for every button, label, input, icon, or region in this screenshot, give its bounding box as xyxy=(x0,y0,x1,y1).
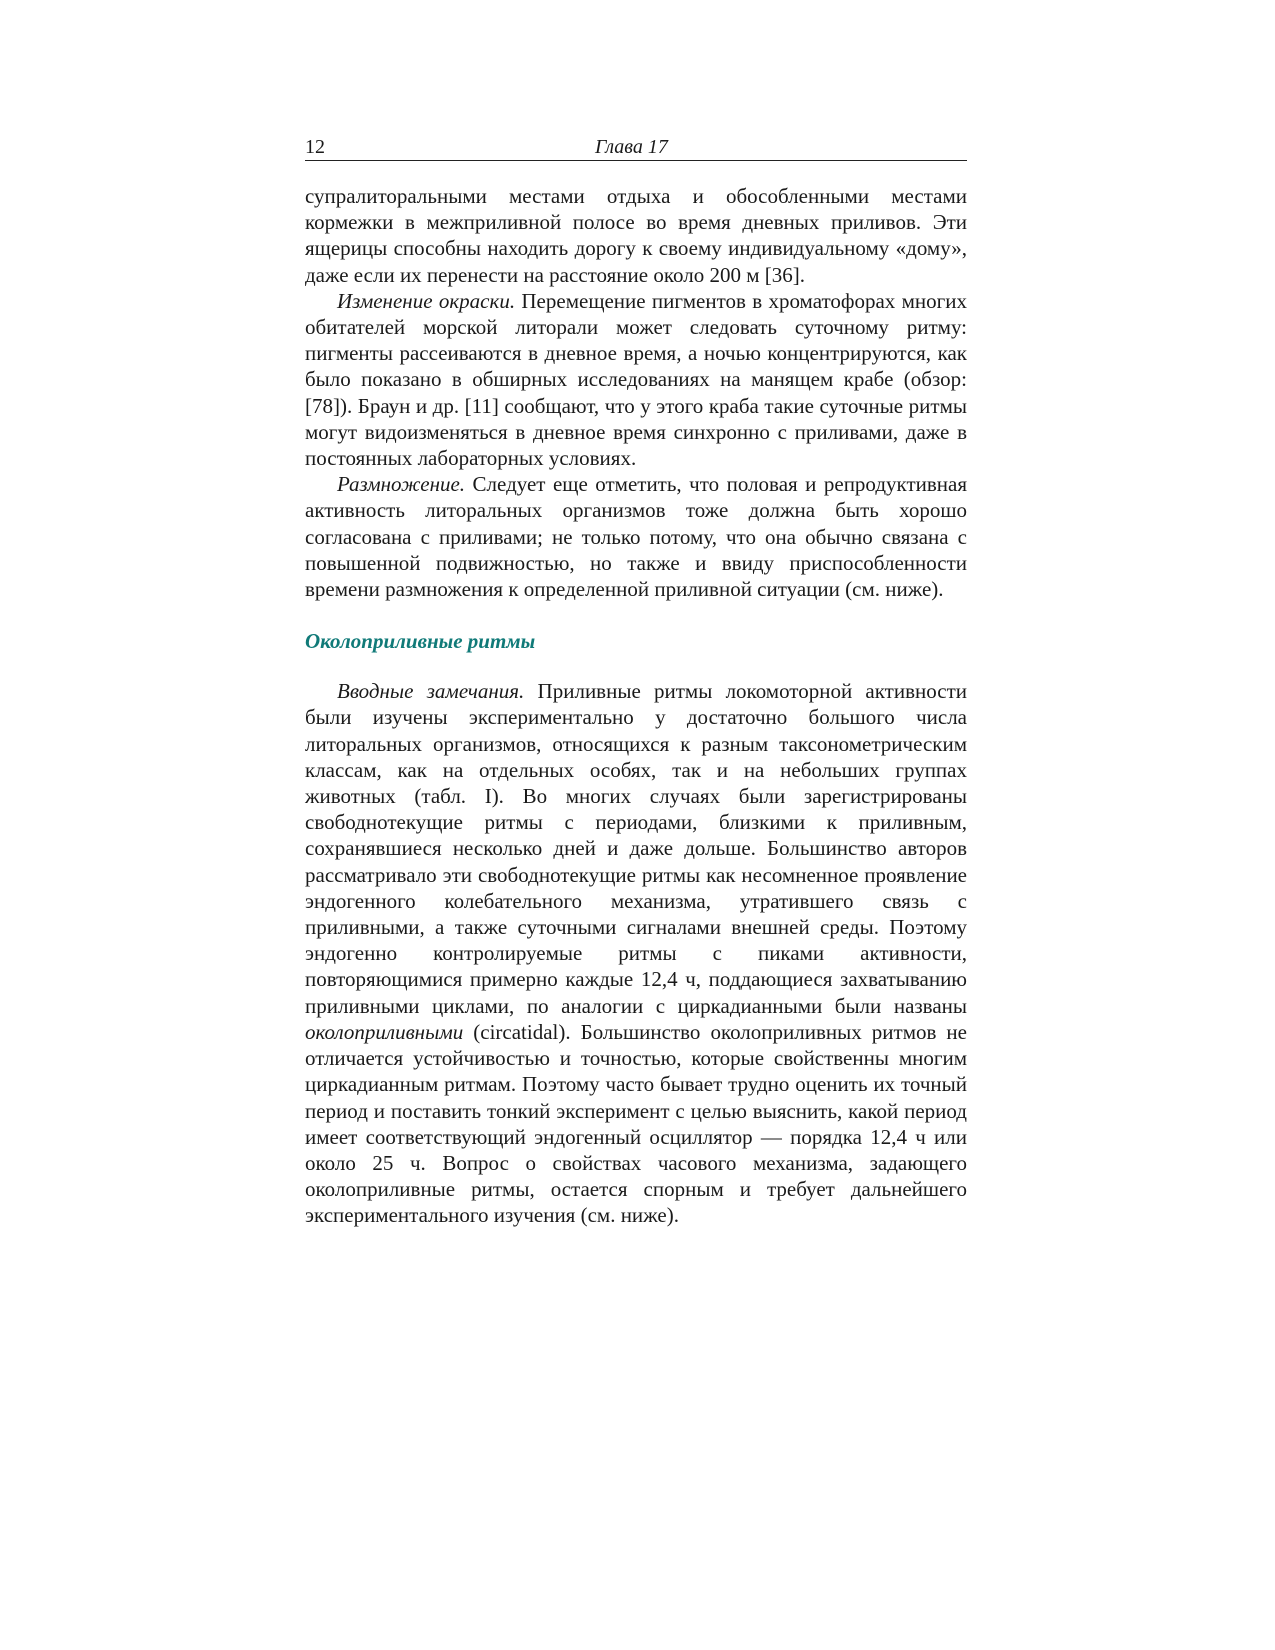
paragraph-color-change xyxy=(305,288,967,471)
paragraph-text: (circatidal). Большинство околоприливных ритмов не отличается устойчивостью и точностью, которые свойственны многим циркадианным ритмам. Поэтому часто бывает трудно оценить их точный период и поставить тонкий эксперимент с целью выяснить, какой период имеет соответствующий эндогенный осциллятор — порядка 12,4 ч или около 25 ч. Вопрос о свойствах часового механизма, задающего околоприливные ритмы, остается спорным и требует дальнейшего экспериментального изучения (см. ниже). xyxy=(305,1019,967,1228)
paragraph-text: Приливные ритмы локомоторной активности были изучены экспериментально у достаточно большого числа литоральных организмов, относящихся к разным таксонометрическим классам, как на отдельных особях, так и на небольших группах животных (табл. I). Во многих случаях были зарегистрированы свободнотекущие ритмы с периодами, близкими к приливным, сохранявшиеся несколько дней и даже дольше. Большинство авторов рассматривало эти свободнотекущие ритмы как несомненное проявление эндогенного колебательного механизма, утратившего связь с приливными, а также суточными сигналами внешней среды. Поэтому эндогенно контролируемые ритмы с пиками активности, повторяющимися примерно каждые 12,4 ч, поддающиеся захватыванию приливными циклами, по аналогии с циркадианными были названы xyxy=(305,679,967,1018)
book-page xyxy=(305,132,967,1229)
paragraph-lead: Размножение. xyxy=(337,472,466,497)
paragraph-text: Перемещение пигментов в хроматофорах многих обитателей морской литорали может следовать суточному ритму: пигменты рассеиваются в дневное время, а ночью концентрируются, как было показано в обширных исследованиях на манящем крабе (обзор: [78]). Браун и др. [11] сообщают, что у этого краба такие суточные ритмы могут видоизменяться в дневное время синхронно с приливами, даже в постоянных лабораторных условиях. xyxy=(305,288,967,471)
section-heading: Околоприливные ритмы xyxy=(305,629,536,654)
paragraph-reproduction xyxy=(305,471,967,602)
page-number: 12 xyxy=(305,136,325,158)
chapter-title: Глава 17 xyxy=(595,136,668,158)
paragraph-continuation xyxy=(305,183,967,288)
paragraph-lead: Изменение окраски. xyxy=(337,288,516,313)
paragraph-introductory-remarks xyxy=(305,678,967,1228)
paragraph-text: супралиторальными местами отдыха и обособленными местами кормежки в межприливной полосе во время дневных приливов. Эти ящерицы способны находить дорогу к своему индивидуальному «дому», даже если их перенести на расстояние около 200 м [36]. xyxy=(305,184,967,287)
body-text xyxy=(305,183,967,1229)
paragraph-text: Следует еще отметить, что половая и репродуктивная активность литоральных организмов тоже должна быть хорошо согласована с приливами; не только потому, что она обычно связана с повышенной подвижностью, но также и ввиду приспособленности времени размножения к определенной приливной ситуации (см. ниже). xyxy=(305,472,967,602)
emphasized-term: околоприливными xyxy=(305,1019,464,1044)
running-header xyxy=(305,132,967,161)
paragraph-lead: Вводные замечания. xyxy=(337,679,525,704)
